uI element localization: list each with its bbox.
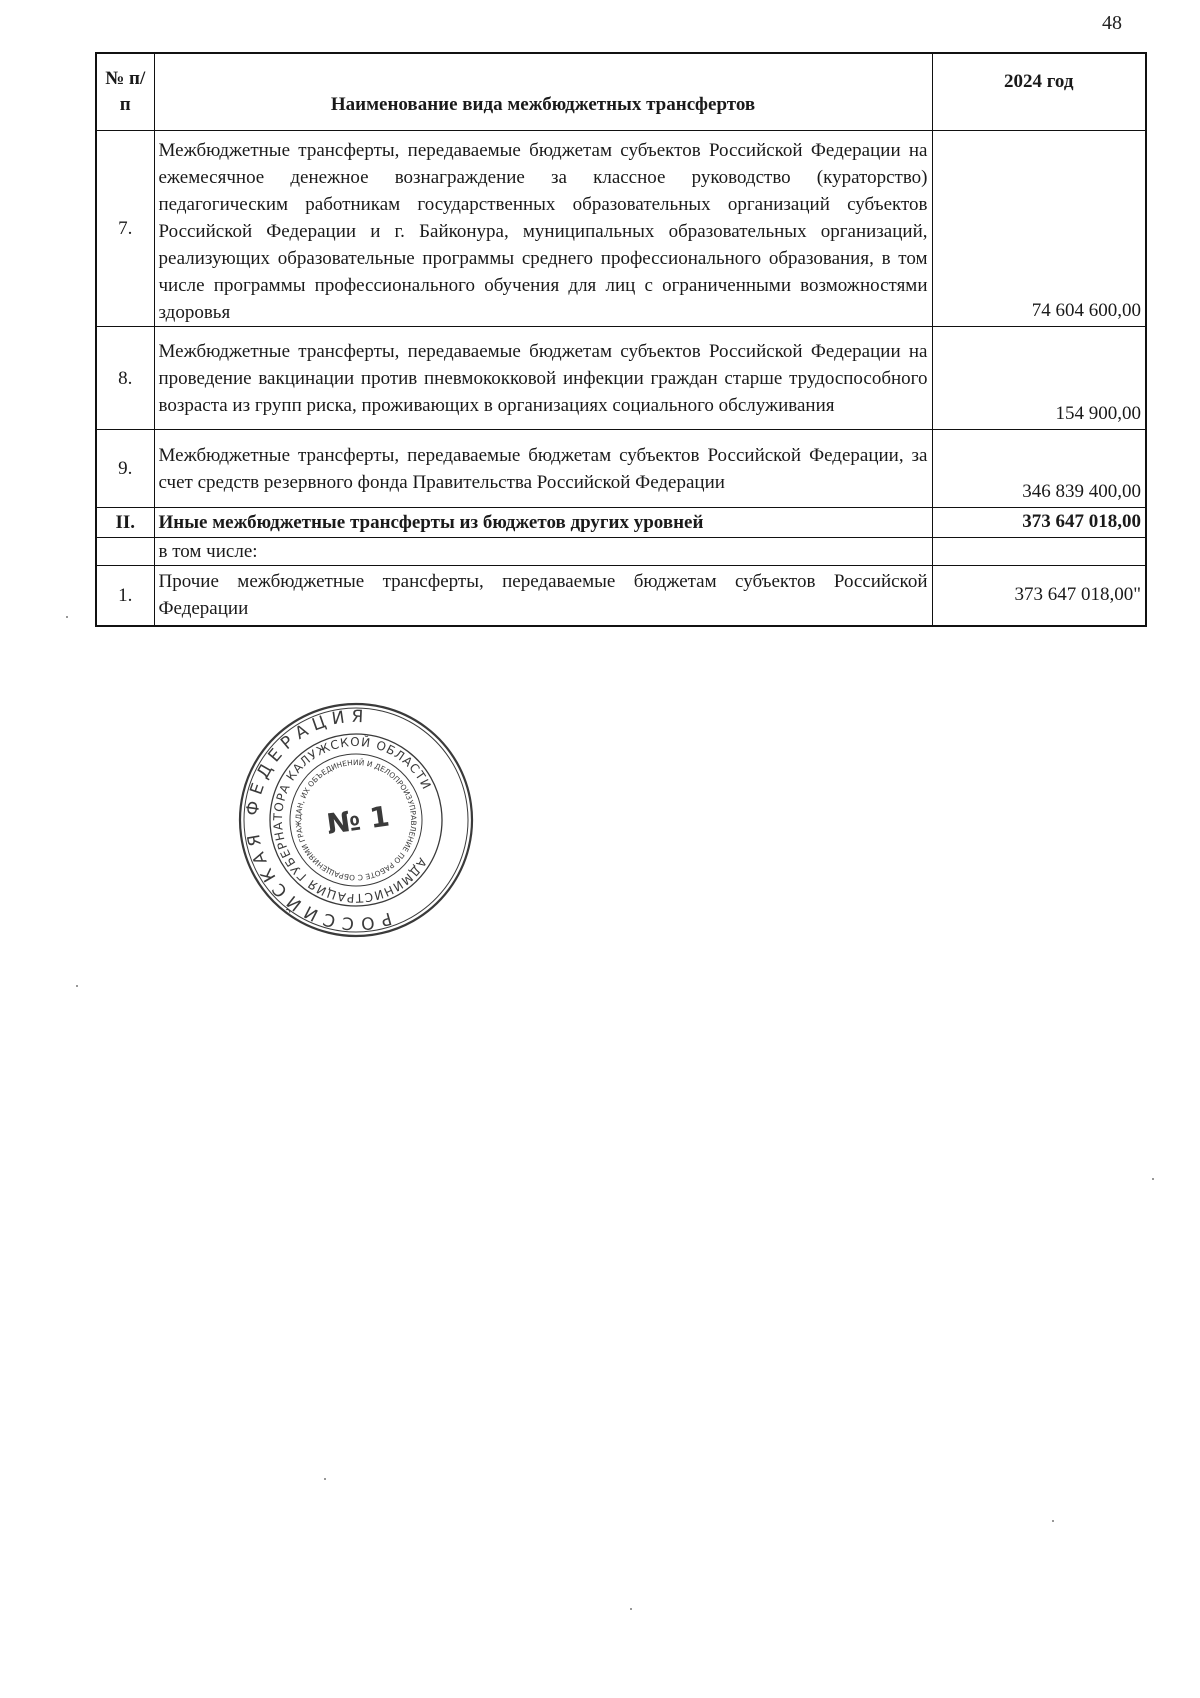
row-number: 9. [96, 430, 154, 508]
including-label: в том числе: [154, 538, 932, 566]
scan-speck [76, 985, 78, 987]
row-number: 7. [96, 131, 154, 327]
section-number: II. [96, 508, 154, 538]
header-name: Наименование вида межбюджетных трансфертов [154, 53, 932, 131]
stamp-ring-text: АДМИНИСТРАЦИЯ ГУБЕРНАТОРА КАЛУЖСКОЙ ОБЛАСТИ [270, 734, 434, 906]
including-amount [932, 538, 1146, 566]
including-number [96, 538, 154, 566]
scan-speck [324, 1478, 326, 1480]
including-row [96, 538, 1146, 566]
row-name: Межбюджетные трансферты, передаваемые бюджетам субъектов Российской Федерации, за счет средств резервного фонда Правительства Российской Федерации [154, 430, 932, 508]
page-number: 48 [1102, 12, 1122, 34]
section-row [96, 508, 1146, 538]
stamp-center-number: № 1 [324, 799, 392, 841]
scan-speck [1152, 1178, 1154, 1180]
stamp-outer-text: РОССИЙСКАЯ ФЕДЕРАЦИЯ [242, 706, 394, 934]
row-amount: 373 647 018,00" [932, 566, 1146, 626]
row-amount: 346 839 400,00 [932, 430, 1146, 508]
header-number: № п/п [96, 53, 154, 131]
scan-speck [630, 1608, 632, 1610]
row-name: Прочие межбюджетные трансферты, передаваемые бюджетам субъектов Российской Федерации [154, 566, 932, 626]
transfers-table [95, 52, 1147, 627]
scan-speck [1052, 1520, 1054, 1522]
official-seal-stamp [236, 700, 476, 940]
row-name: Межбюджетные трансферты, передаваемые бюджетам субъектов Российской Федерации на проведение вакцинации против пневмококковой инфекции граждан старше трудоспособного возраста из групп риска, проживающих в организациях социального обслуживания [154, 327, 932, 430]
stamp-inner-text: УПРАВЛЕНИЕ ПО РАБОТЕ С ОБРАЩЕНИЯМИ ГРАЖДАН, ИХ ОБЪЕДИНЕНИЙ И ДЕЛОПРОИЗВОДСТВУ [293, 757, 419, 883]
section-name: Иные межбюджетные трансферты из бюджетов других уровней [154, 508, 932, 538]
section-amount: 373 647 018,00 [932, 508, 1146, 538]
row-name: Межбюджетные трансферты, передаваемые бюджетам субъектов Российской Федерации на ежемесячное денежное вознаграждение за классное руководство (кураторство) педагогическим работникам государственных образовательных организаций субъектов Российской Федерации и г. Байконура, муниципальных образовательных организаций, реализующих образовательные программы среднего профессионального образования, в том числе программы профессионального обучения для лиц с ограниченными возможностями здоровья [154, 131, 932, 327]
row-amount: 154 900,00 [932, 327, 1146, 430]
table-row [96, 131, 1146, 327]
scan-speck [66, 616, 68, 618]
row-number: 8. [96, 327, 154, 430]
row-amount: 74 604 600,00 [932, 131, 1146, 327]
table-header-row [96, 53, 1146, 131]
row-number: 1. [96, 566, 154, 626]
table-row [96, 327, 1146, 430]
header-year: 2024 год [932, 53, 1146, 131]
table-row [96, 566, 1146, 626]
table-row [96, 430, 1146, 508]
